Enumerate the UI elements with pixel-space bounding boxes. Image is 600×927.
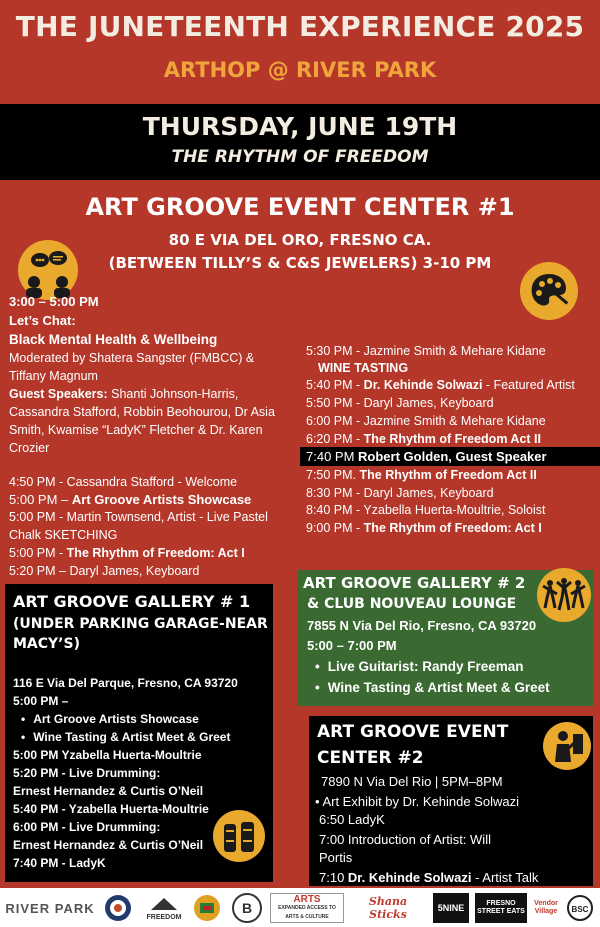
- schedule-item: 5:50 PM - Daryl James, Keyboard: [306, 396, 494, 410]
- guest-speakers-line1: [9, 387, 238, 401]
- schedule-time: 5:00 PM -: [9, 546, 67, 560]
- gallery1-bullet: • Art Groove Artists Showcase: [21, 712, 199, 726]
- bnaked-logo-text: B: [241, 900, 253, 916]
- gallery2-time: 5:00 – 7:00 PM: [307, 638, 397, 653]
- schedule-time: 5:40 PM -: [306, 378, 364, 392]
- gallery2-bullet: • Live Guitarist: Randy Freeman: [315, 659, 524, 674]
- fresno-street-eats-logo: FRESNO STREET EATS: [475, 893, 527, 923]
- gallery1-bullet: • Wine Tasting & Artist Meet & Greet: [21, 730, 230, 744]
- center2-item: 6:50 LadyK: [319, 812, 385, 827]
- event-subtitle: ARTHOP @ RIVER PARK: [163, 58, 437, 82]
- schedule-item: 8:40 PM - Yzabella Huerta-Moultrie, Soloist: [306, 503, 546, 517]
- moderated-line1: Moderated by Shatera Sangster (FMBCC) &: [9, 351, 255, 365]
- shana-sticks-logo: Shana Sticks: [368, 895, 408, 921]
- schedule-highlight: The Rhythm of Freedom: Act I: [363, 521, 542, 535]
- gallery1-item: Ernest Hernandez & Curtis O’Neil: [13, 838, 204, 852]
- center1-address-line1: 80 E VIA DEL ORO, FRESNO CA.: [168, 231, 432, 249]
- center2-item: • Art Exhibit by Dr. Kehinde Solwazi: [315, 794, 519, 809]
- schedule-item: [306, 521, 542, 535]
- seal-logo: [102, 893, 134, 923]
- guest-speakers-label: Guest Speakers:: [9, 387, 108, 401]
- gallery1-title: ART GROOVE GALLERY # 1: [13, 592, 251, 611]
- gallery1-item: 5:00 PM Yzabella Huerta-Moultrie: [13, 748, 202, 762]
- guest-speakers-names1: Shanti Johnson-Harris,: [107, 387, 239, 401]
- event-day: THURSDAY, JUNE 19TH: [142, 112, 458, 141]
- guest-speakers-line3: Smith, Kwamise “LadyK” Fletcher & Dr. Karen: [9, 423, 263, 437]
- center2-item: [319, 870, 538, 885]
- arts-logo: [270, 893, 344, 923]
- gallery1-box: [5, 584, 273, 882]
- schedule-time: 7:40 PM: [306, 449, 359, 464]
- schedule-item: [9, 492, 251, 507]
- center2-item-cont: Portis: [319, 850, 353, 865]
- center2-box: [309, 716, 593, 886]
- schedule-item: 6:00 PM - Jazmine Smith & Mehare Kidane: [306, 414, 546, 428]
- schedule-item: 5:30 PM - Jazmine Smith & Mehare Kidane: [306, 344, 546, 358]
- center1-title: ART GROOVE EVENT CENTER #1: [85, 193, 515, 221]
- freedom-logo-text: FREEDOM: [146, 913, 182, 921]
- schedule-highlight: Dr. Kehinde Solwazi: [347, 870, 472, 885]
- schedule-time: 7:50 PM.: [306, 468, 360, 482]
- schedule-item-cont: WINE TASTING: [318, 361, 409, 375]
- schedule-item: [306, 432, 541, 446]
- schedule-highlight: The Rhythm of Freedom Act II: [363, 432, 541, 446]
- schedule-item: [306, 468, 537, 482]
- schedule-time: 9:00 PM -: [306, 521, 364, 535]
- event-theme: THE RHYTHM OF FREEDOM: [171, 147, 429, 167]
- schedule-item: [306, 378, 575, 392]
- gallery2-bullet: • Wine Tasting & Artist Meet & Greet: [315, 680, 550, 695]
- schedule-item: 8:30 PM - Daryl James, Keyboard: [306, 486, 494, 500]
- sponsor-logos-bar: [0, 888, 600, 927]
- bnaked-logo: [229, 893, 265, 923]
- gallery1-item: 5:20 PM - Live Drumming:: [13, 766, 161, 780]
- gallery1-item: 6:00 PM - Live Drumming:: [13, 820, 161, 834]
- day-banner: [0, 104, 600, 180]
- center1-address-line2: (BETWEEN TILLY’S & C&S JEWELERS) 3-10 PM: [108, 254, 492, 272]
- schedule-item: 5:20 PM – Daryl James, Keyboard: [9, 564, 200, 578]
- center2-title-line2: CENTER #2: [317, 748, 424, 768]
- gallery2-title: ART GROOVE GALLERY # 2: [303, 574, 526, 592]
- schedule-role: - Featured Artist: [482, 378, 575, 392]
- schedule-time: 5:00 PM –: [9, 492, 72, 507]
- schedule-item: [9, 546, 245, 560]
- event-title: THE JUNETEENTH EXPERIENCE 2025: [15, 10, 585, 43]
- gallery2-address: 7855 N Via Del Rio, Fresno, CA 93720: [307, 618, 537, 633]
- center2-item: 7:00 Introduction of Artist: Will: [319, 832, 491, 847]
- arts-logo-subtext: EXPANDED ACCESS TO ARTS & CULTURE: [278, 904, 336, 920]
- moderated-line2: Tiffany Magnum: [9, 369, 98, 383]
- bsc-logo-text: BSC: [571, 905, 589, 914]
- gallery1-address: 116 E Via Del Parque, Fresno, CA 93720: [13, 676, 238, 690]
- gallery2-subtitle: & CLUB NOUVEAU LOUNGE: [307, 596, 517, 612]
- schedule-highlight: The Rhythm of Freedom: Act I: [66, 546, 245, 560]
- freedom-groups-logo: [143, 893, 185, 923]
- gallery2-box: [297, 570, 593, 706]
- schedule-time: 6:20 PM -: [306, 432, 364, 446]
- gallery1-time: 5:00 PM –: [13, 694, 69, 708]
- vendor-village-logo: Vendor Village: [534, 900, 558, 915]
- guest-speakers-line2: Cassandra Stafford, Robbin Beohourou, Dr Asia: [9, 405, 275, 419]
- center2-address: 7890 N Via Del Rio | 5PM–8PM: [321, 774, 503, 789]
- guest-speakers-line4: Crozier: [9, 441, 50, 455]
- gallery1-item: 7:40 PM - LadyK: [13, 856, 106, 870]
- arts-logo-text: ARTS: [293, 893, 321, 905]
- schedule-highlight: The Rhythm of Freedom Act II: [359, 468, 537, 482]
- circle-logo-colorful: [191, 893, 223, 923]
- gallery1-item: 5:40 PM - Yzabella Huerta-Moultrie: [13, 802, 209, 816]
- gallery1-location-line1: (UNDER PARKING GARAGE-NEAR: [13, 616, 268, 632]
- lets-chat-label: Let’s Chat:: [9, 313, 76, 328]
- five-nine-logo: 5NINE: [433, 893, 469, 923]
- schedule-item-cont: Chalk SKETCHING: [9, 528, 118, 542]
- schedule-highlight: Robert Golden, Guest Speaker: [358, 449, 547, 464]
- palette-icon: [520, 262, 578, 320]
- schedule-highlight: Dr. Kehinde Solwazi: [363, 378, 483, 392]
- chat-people-icon: [18, 240, 78, 300]
- schedule-role: - Artist Talk: [471, 870, 539, 885]
- schedule-highlight: Art Groove Artists Showcase: [71, 492, 252, 507]
- bsc-logo: [565, 893, 595, 923]
- center1-address: [0, 229, 600, 275]
- painter-icon: [543, 722, 591, 770]
- schedule-item: [306, 449, 547, 464]
- chat-time: 3:00 – 5:00 PM: [9, 294, 99, 309]
- dancers-icon: [537, 568, 591, 622]
- schedule-item: 5:00 PM - Martin Townsend, Artist - Live Pastel: [9, 510, 268, 524]
- center2-title-line1: ART GROOVE EVENT: [317, 722, 509, 742]
- river-park-logo: RIVER PARK: [5, 900, 95, 916]
- gallery1-location-line2: MACY’S): [13, 636, 80, 652]
- schedule-item: 4:50 PM - Cassandra Stafford - Welcome: [9, 475, 238, 489]
- schedule-time: 7:10: [319, 870, 348, 885]
- gallery1-item: Ernest Hernandez & Curtis O’Neil: [13, 784, 204, 798]
- chat-title: Black Mental Health & Wellbeing: [9, 332, 218, 347]
- drums-icon: [213, 810, 265, 862]
